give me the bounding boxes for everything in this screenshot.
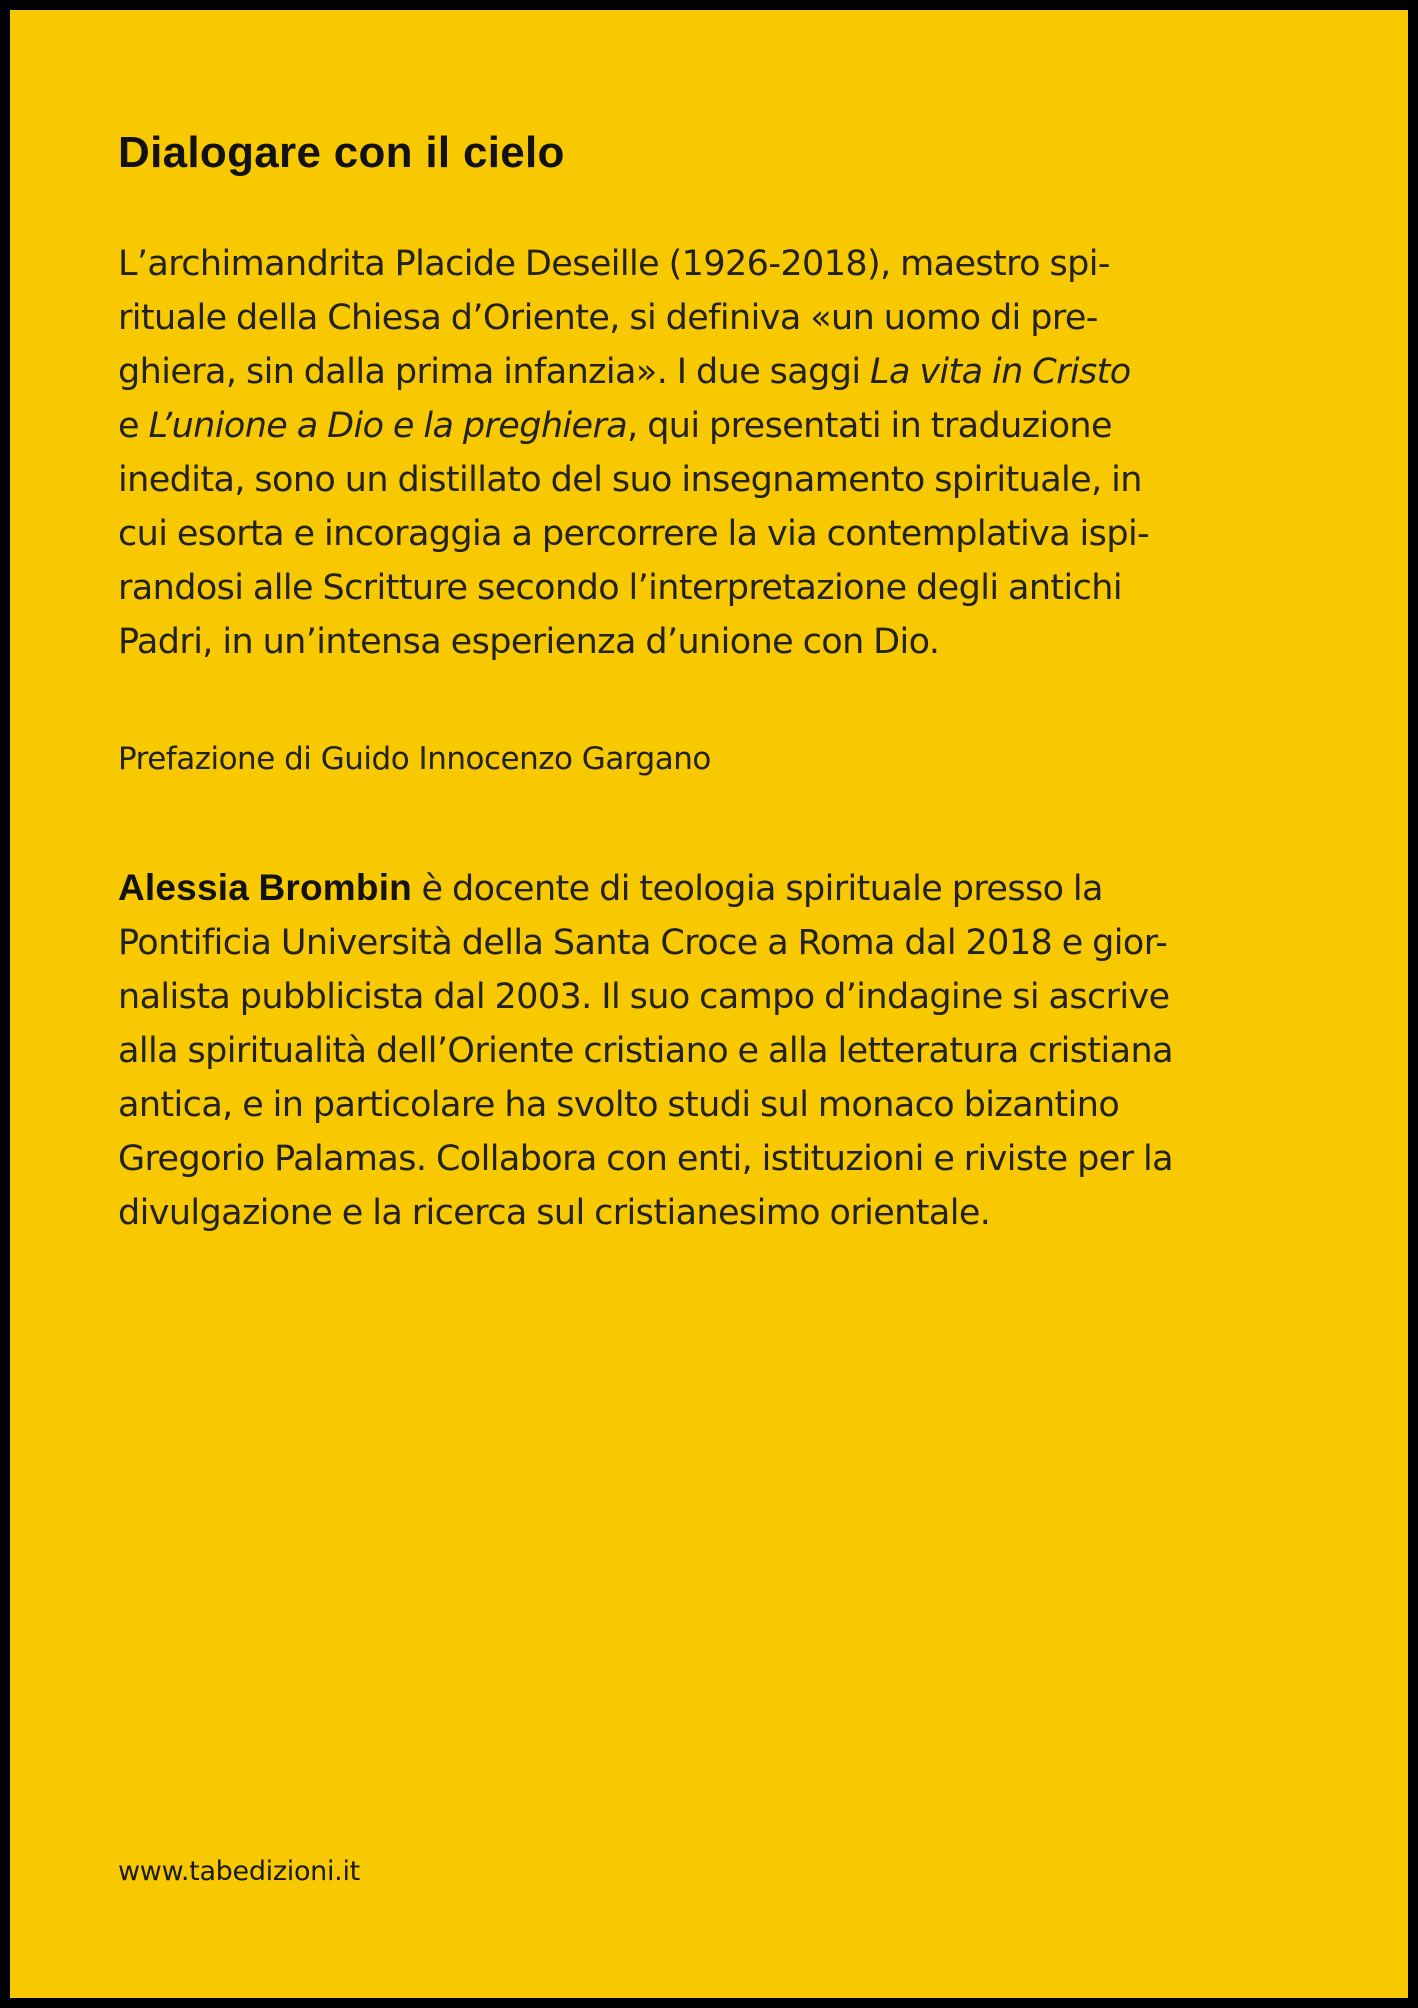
essay-title-2: L’unione a Dio e la preghiera: [148, 406, 628, 446]
bio-line: è docente di teologia spirituale presso la: [411, 869, 1103, 909]
bio-line: Gregorio Palamas. Collabora con enti, istituzioni e riviste per la: [118, 1139, 1173, 1179]
description-line: ghiera, sin dalla prima infanzia». I due saggi: [118, 352, 871, 392]
bio-line: antica, e in particolare ha svolto studi sul monaco bizantino: [118, 1085, 1120, 1125]
bio-line: divulgazione e la ricerca sul cristianesimo orientale.: [118, 1193, 991, 1233]
essay-title-1: La vita in Cristo: [870, 352, 1131, 392]
description-line: e: [118, 406, 149, 446]
book-description: [118, 237, 1298, 669]
publisher-website: www.tabedizioni.it: [118, 1856, 360, 1887]
description-line: L’archimandrita Placide Deseille (1926-2018), maestro spi-: [118, 244, 1110, 284]
description-line: inedita, sono un distillato del suo insegnamento spirituale, in: [118, 460, 1142, 500]
description-line: Padri, in un’intensa esperienza d’unione con Dio.: [118, 622, 940, 662]
preface-credit: Prefazione di Guido Innocenzo Gargano: [118, 741, 711, 777]
description-line: randosi alle Scritture secondo l’interpretazione degli antichi: [118, 568, 1122, 608]
description-line: , qui presentati in traduzione: [627, 406, 1112, 446]
bio-line: nalista pubblicista dal 2003. Il suo campo d’indagine si ascrive: [118, 977, 1170, 1017]
back-cover: [10, 10, 1408, 1998]
bio-line: Pontificia Università della Santa Croce a Roma dal 2018 e gior-: [118, 923, 1168, 963]
author-name: Alessia Brombin: [118, 867, 412, 908]
description-line: rituale della Chiesa d’Oriente, si definiva «un uomo di pre-: [118, 298, 1098, 338]
description-line: cui esorta e incoraggia a percorrere la via contemplativa ispi-: [118, 514, 1150, 554]
author-bio: [118, 861, 1298, 1240]
bio-line: alla spiritualità dell’Oriente cristiano e alla letteratura cristiana: [118, 1031, 1173, 1071]
book-title: Dialogare con il cielo: [118, 128, 565, 177]
cover-content: [118, 125, 1298, 1240]
